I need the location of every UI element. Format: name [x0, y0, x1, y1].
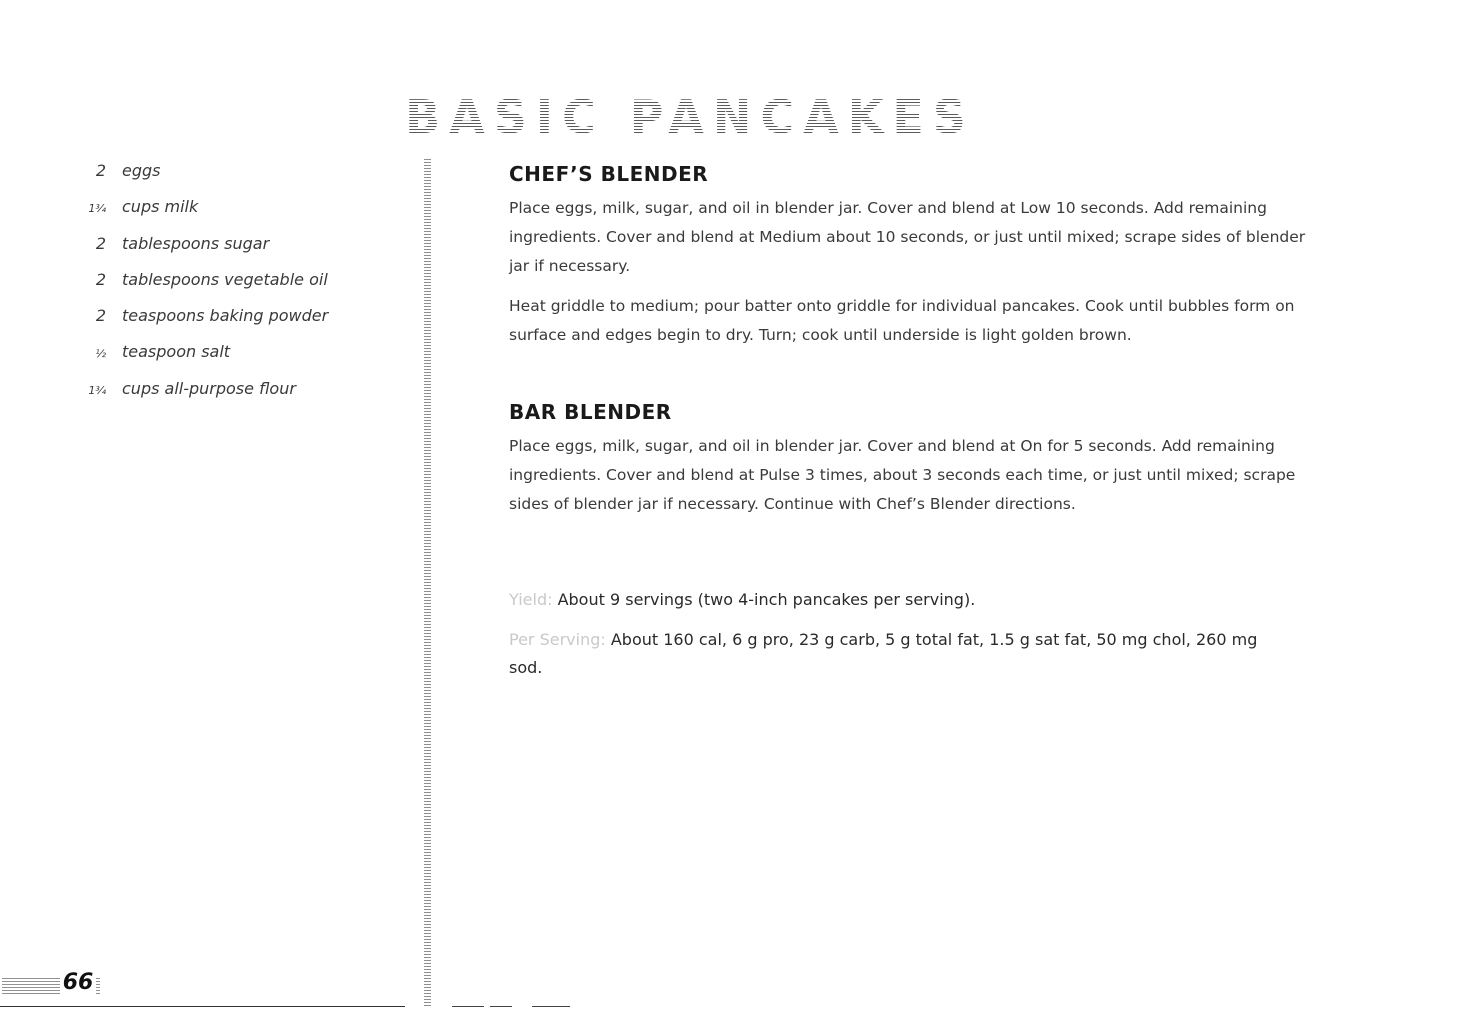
section-heading: BAR BLENDER: [509, 400, 672, 424]
bottom-rule-segment: [452, 1006, 484, 1007]
bottom-rule-segment: [532, 1006, 570, 1007]
ingredient-item: [60, 374, 390, 410]
bottom-rule: [0, 1006, 405, 1007]
direction-paragraph: Heat griddle to medium; pour batter onto griddle for individual pancakes. Cook until bubbles form on surface and edges begin to dry. Turn; cook until underside is light golden brown.: [509, 297, 1295, 344]
ingredient-quantity: 2: [95, 233, 106, 253]
ingredient-name: teaspoons baking powder: [122, 306, 329, 326]
ingredient-name: tablespoons vegetable oil: [122, 269, 328, 289]
page-number: 66: [60, 968, 96, 998]
ingredient-quantity: 2: [95, 306, 106, 326]
ingredient-quantity: 2: [95, 269, 106, 289]
page-title: BASIC PANCAKES: [0, 89, 1380, 145]
ingredient-list: [60, 156, 390, 410]
ingredient-quantity: ½: [95, 347, 106, 361]
ingredient-name: tablespoons sugar: [122, 233, 270, 253]
ingredient-quantity: 2: [95, 161, 106, 180]
per-serving-value: About 160 cal, 6 g pro, 23 g carb, 5 g total fat, 1.5 g sat fat, 50 mg chol, 260 mg sod.: [509, 630, 1258, 677]
ingredient-name: cups milk: [122, 197, 199, 217]
ingredient-name: cups all-purpose flour: [122, 378, 296, 398]
ingredient-item: [60, 337, 390, 373]
per-serving-label: Per Serving:: [509, 630, 606, 649]
direction-paragraph: Place eggs, milk, sugar, and oil in blender jar. Cover and blend at On for 5 seconds. Add remaining ingredients. Cover and blend at Pulse 3 times, about 3 seconds each time, or just until mixed; scrape sides of blender jar if necessary. Continue with Chef’s Blender directions.: [509, 437, 1296, 513]
chefs-blender-section: [509, 158, 1349, 350]
per-serving-line: [509, 626, 1269, 682]
ingredient-item: [60, 192, 390, 228]
bar-blender-section: [509, 396, 1349, 519]
yield-line: [509, 585, 1349, 614]
ingredient-item: [60, 229, 390, 265]
yield-value: About 9 servings (two 4-inch pancakes per serving).: [557, 590, 976, 609]
ingredient-name: eggs: [122, 161, 161, 180]
ingredient-item: [60, 301, 390, 337]
direction-paragraph: Place eggs, milk, sugar, and oil in blender jar. Cover and blend at Low 10 seconds. Add remaining ingredients. Cover and blend at Medium about 10 seconds, or just until mixed; scrape sides of blender jar if necessary.: [509, 199, 1306, 275]
ingredient-item: [60, 265, 390, 301]
bottom-rule-segment: [490, 1006, 512, 1007]
ingredient-name: teaspoon salt: [122, 342, 231, 362]
ingredient-item: [60, 156, 390, 192]
ingredient-quantity: 1¾: [88, 383, 106, 397]
yield-label: Yield:: [509, 590, 553, 609]
ingredient-quantity: 1¾: [88, 202, 106, 216]
section-heading: CHEF’S BLENDER: [509, 162, 709, 186]
column-divider: [424, 158, 431, 1006]
directions-column: [509, 158, 1349, 682]
